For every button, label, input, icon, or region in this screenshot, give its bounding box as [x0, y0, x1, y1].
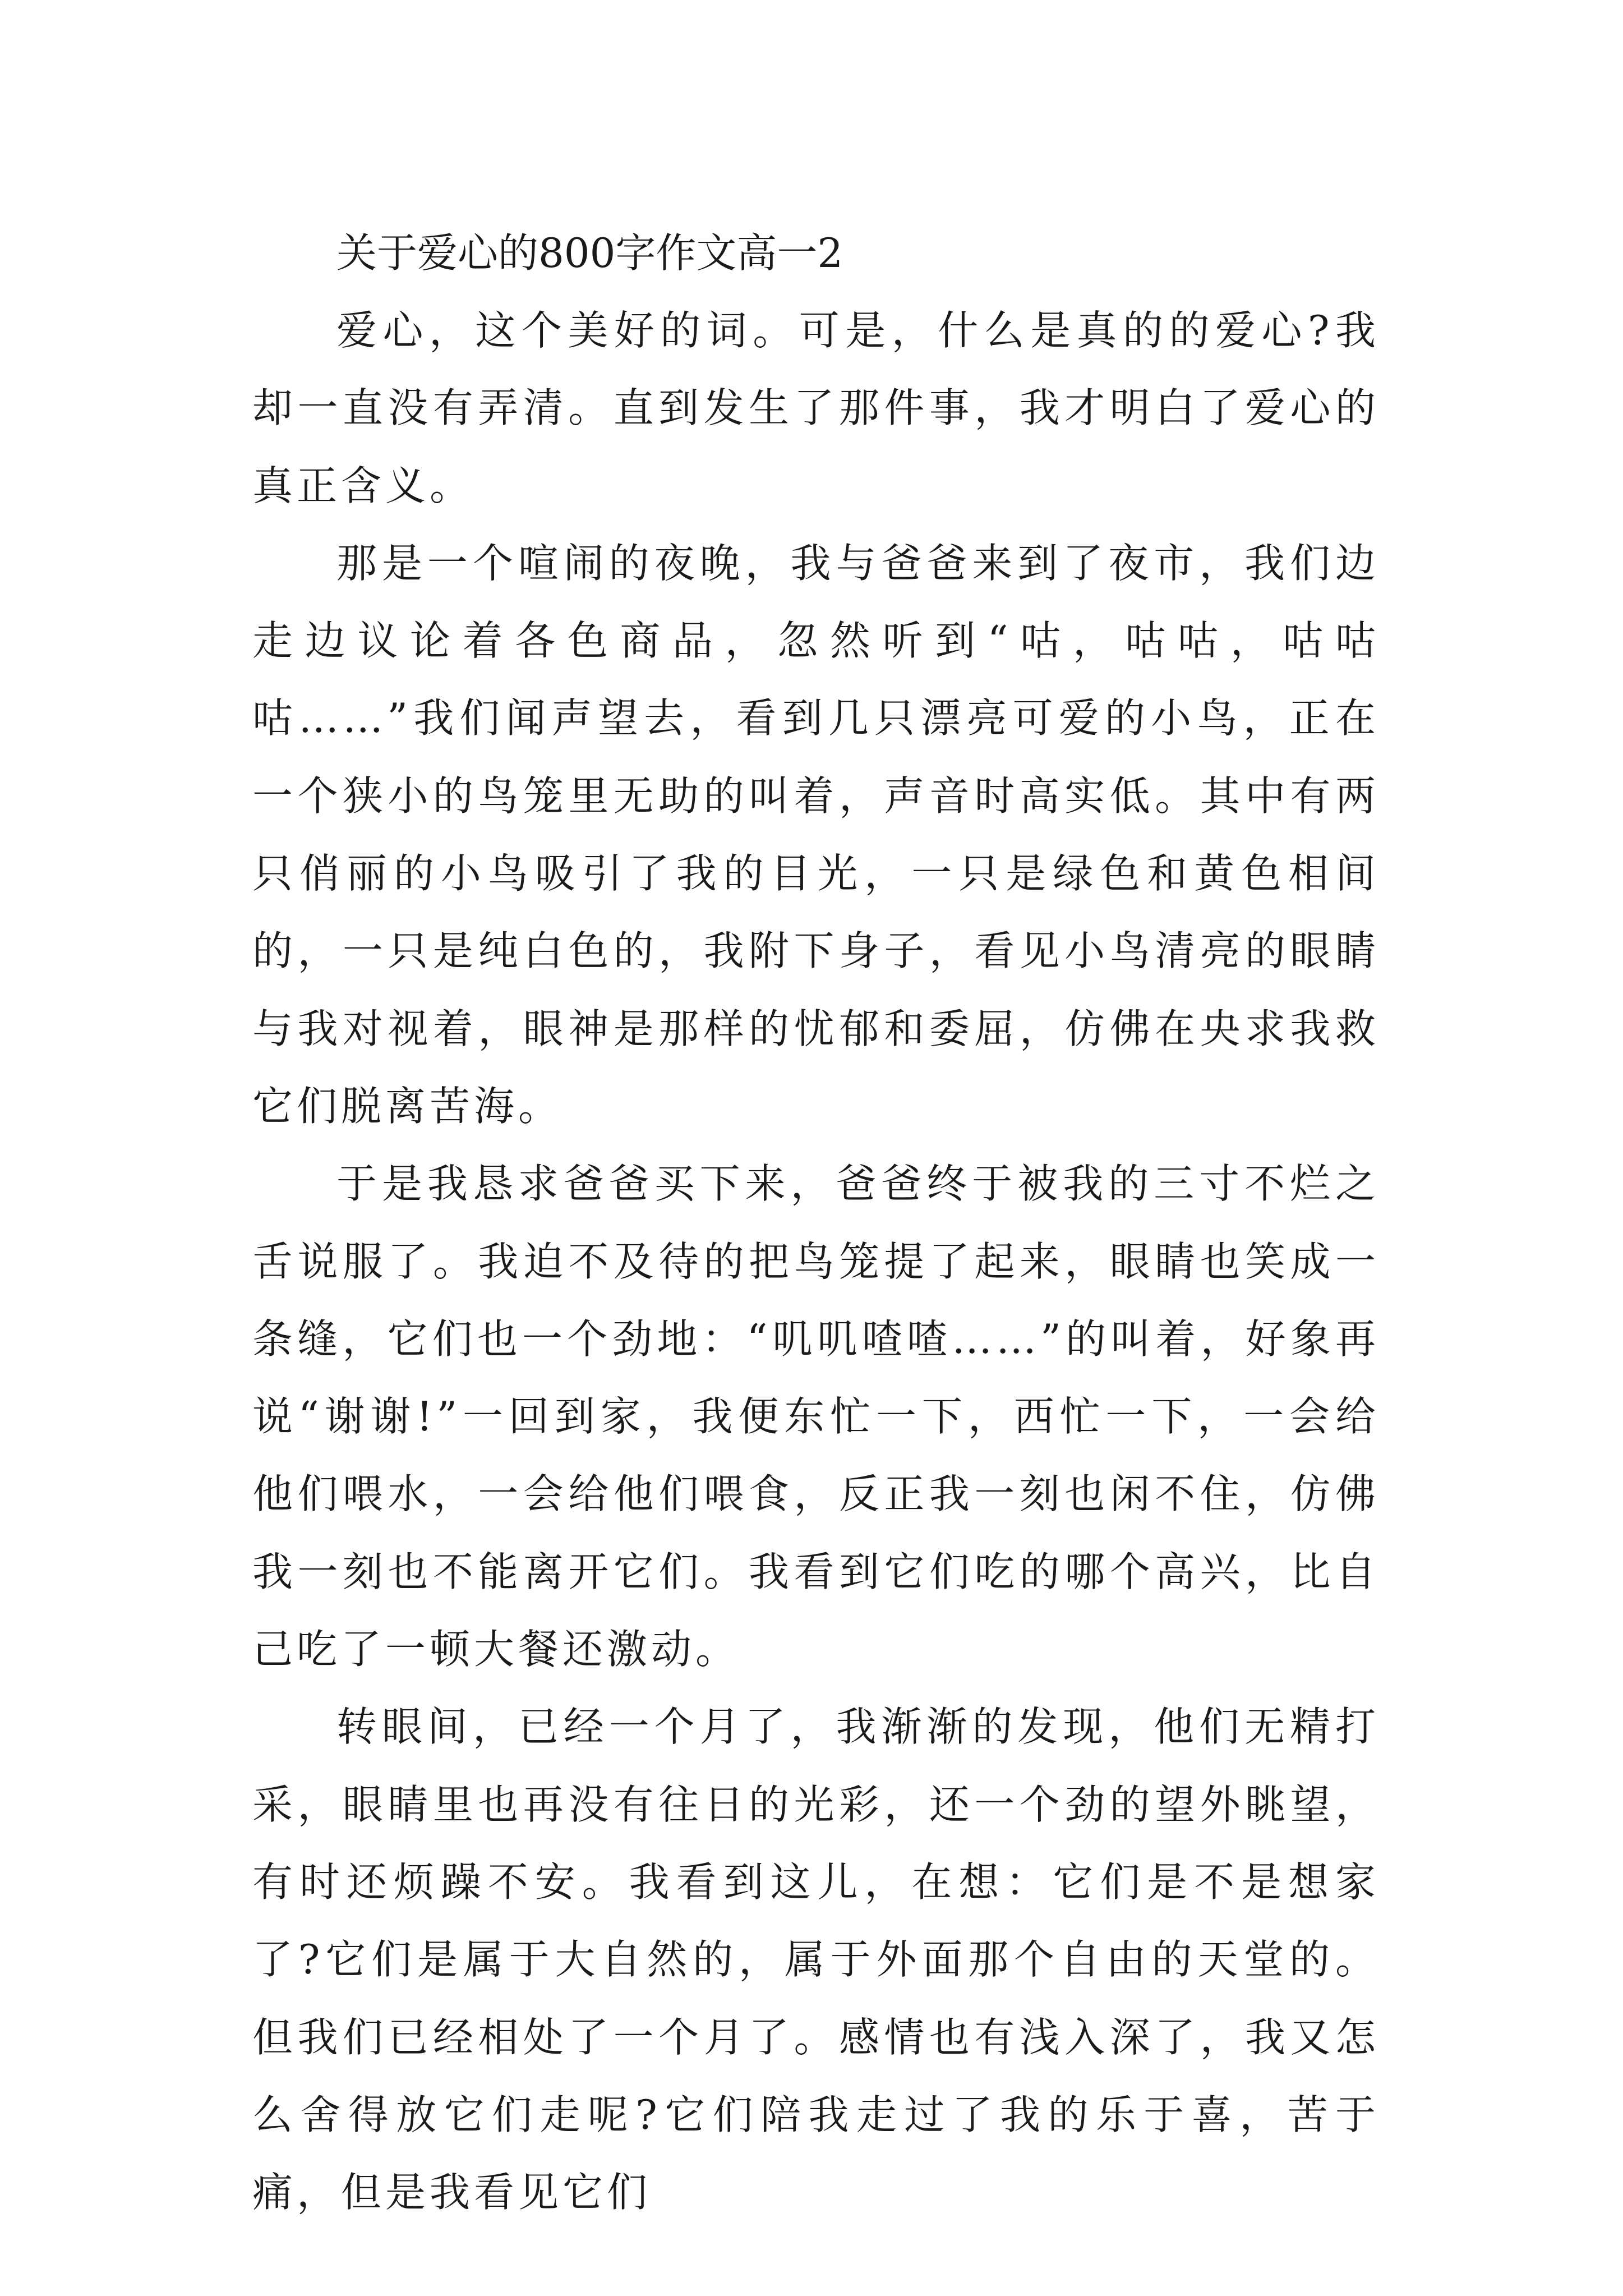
document-title: 关于爱心的800字作文高一2 — [336, 229, 843, 277]
paragraph-4: 转眼间，已经一个月了，我渐渐的发现，他们无精打采，眼睛里也再没有往日的光彩，还一个劲的望外眺望，有时还烦躁不安。我看到这儿，在想：它们是不是想家了?它们是属于大自然的，属于外面那个自由的天堂的。但我们已经相处了一个月了。感情也有浅入深了，我又怎么舍得放它们走呢?它们陪我走过了我的乐于喜，苦于痛，但是我看见它们 — [252, 1703, 1380, 2216]
paragraph-1: 爱心，这个美好的词。可是，什么是真的的爱心?我却一直没有弄清。直到发生了那件事，我才明白了爱心的真正含义。 — [252, 307, 1380, 509]
paragraph-2: 那是一个喧闹的夜晚，我与爸爸来到了夜市，我们边走边议论着各色商品，忽然听到“咕，咕咕，咕咕咕……”我们闻声望去，看到几只漂亮可爱的小鸟，正在一个狭小的鸟笼里无助的叫着，声音时高实低。其中有两只俏丽的小鸟吸引了我的目光，一只是绿色和黄色相间的，一只是纯白色的，我附下身子，看见小鸟清亮的眼睛与我对视着，眼神是那样的忧郁和委屈，仿佛在央求我救它们脱离苦海。 — [252, 539, 1380, 1130]
document-body — [252, 214, 1380, 2231]
paragraph-3: 于是我恳求爸爸买下来，爸爸终于被我的三寸不烂之舌说服了。我迫不及待的把鸟笼提了起来，眼睛也笑成一条缝，它们也一个劲地：“叽叽喳喳……”的叫着，好象再说“谢谢!”一回到家，我便东忙一下，西忙一下，一会给他们喂水，一会给他们喂食，反正我一刻也闲不住，仿佛我一刻也不能离开它们。我看到它们吃的哪个高兴，比自己吃了一顿大餐还激动。 — [252, 1160, 1380, 1673]
